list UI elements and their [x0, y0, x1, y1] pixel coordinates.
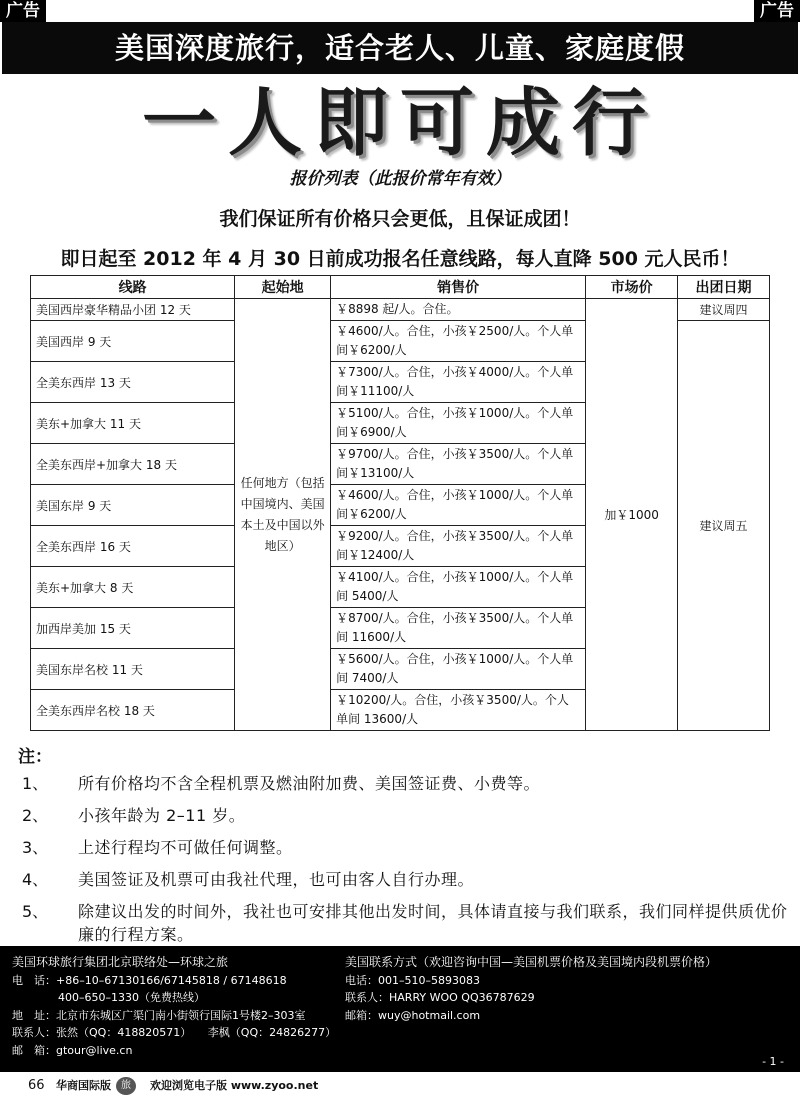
ad-label-right: 广告 [754, 0, 800, 22]
price-cell: ￥4600/人。合住，小孩￥1000/人。个人单间￥6200/人 [331, 485, 586, 526]
route-name: 全美东西岸 13 天 [31, 362, 235, 403]
note-number: 2、 [22, 806, 49, 825]
route-name: 全美东西岸名校 18 天 [31, 690, 235, 731]
route-name: 全美东西岸+加拿大 18 天 [31, 444, 235, 485]
note-item [18, 836, 788, 859]
header-price: 销售价 [331, 276, 586, 299]
route-name: 美国东岸 9 天 [31, 485, 235, 526]
price-list-subtitle: 报价列表（此报价常年有效） [289, 169, 511, 189]
route-name: 美东+加拿大 11 天 [31, 403, 235, 444]
departure-date-friday: 建议周五 [678, 321, 770, 731]
note-item [18, 804, 788, 827]
price-cell: ￥8898 起/人。合住。 [331, 299, 586, 321]
org-name: 美国环球旅行集团北京联络处—环球之旅 [12, 955, 229, 969]
us-contact [345, 954, 795, 1024]
price-cell: ￥10200/人。合住，小孩￥3500/人。个人单间 13600/人 [331, 690, 586, 731]
note-number: 5、 [22, 902, 49, 921]
promo-discount: 即日起至 2012 年 4 月 30 日前成功报名任意线路，每人直降 500 元人民币！ [60, 248, 740, 270]
contact-footer [0, 946, 800, 1072]
phone-numbers: 电 话：+86–10–67130166/67145818 / 67148618 [12, 973, 287, 987]
route-name: 加西岸美加 15 天 [31, 608, 235, 649]
price-cell: ￥9200/人。合住，小孩￥3500/人。个人单间￥12400/人 [331, 526, 586, 567]
note-number: 3、 [22, 838, 49, 857]
note-text: 除建议出发的时间外，我社也可安排其他出发时间，具体请直接与我们联系，我们同样提供质优价廉的行程方案。 [78, 902, 788, 944]
magazine-name: 华商国际版 [56, 1079, 111, 1092]
price-cell: ￥5600/人。合住，小孩￥1000/人。个人单间 7400/人 [331, 649, 586, 690]
market-price-cell: 加￥1000 [586, 299, 678, 731]
header-origin: 起始地 [235, 276, 331, 299]
us-contact-heading: 美国联系方式（欢迎咨询中国—美国机票价格及美国境内段机票价格） [345, 955, 718, 969]
office-address: 地 址：北京市东城区广渠门南小街领行国际1号楼2–303室 [12, 1008, 306, 1022]
note-item [18, 900, 788, 946]
top-banner: 美国深度旅行，适合老人、儿童、家庭度假 [2, 22, 798, 74]
header-route: 线路 [31, 276, 235, 299]
table-header-row [31, 276, 770, 299]
header-market-price: 市场价 [586, 276, 678, 299]
footer-page-number: - 1 - [762, 1055, 784, 1068]
departure-date-thursday: 建议周四 [678, 299, 770, 321]
price-guarantee: 我们保证所有价格只会更低，且保证成团！ [219, 208, 581, 230]
us-email: 邮箱：wuy@hotmail.com [345, 1008, 481, 1022]
email-address: 邮 箱：gtour@live.cn [12, 1043, 133, 1057]
ad-label-left: 广告 [0, 0, 46, 22]
price-cell: ￥8700/人。合住，小孩￥3500/人。个人单间 11600/人 [331, 608, 586, 649]
magazine-footer [0, 1072, 800, 1100]
price-cell: ￥7300/人。合住，小孩￥4000/人。个人单间￥11100/人 [331, 362, 586, 403]
price-cell: ￥4600/人。合住，小孩￥2500/人。个人单间￥6200/人 [331, 321, 586, 362]
contact-persons: 联系人：张然（QQ：418820571） 李枫（QQ：24826277） [12, 1026, 337, 1039]
free-hotline: 400–650–1330（免费热线） [58, 991, 205, 1004]
beijing-contact [12, 954, 338, 1059]
price-cell: ￥5100/人。合住，小孩￥1000/人。个人单间￥6900/人 [331, 403, 586, 444]
us-contact-person: 联系人：HARRY WOO QQ36787629 [345, 991, 535, 1004]
notes-section [18, 742, 788, 955]
page-number: 66 [28, 1078, 45, 1093]
route-name: 美国西岸 9 天 [31, 321, 235, 362]
price-cell: ￥9700/人。合住，小孩￥3500/人。个人单间￥13100/人 [331, 444, 586, 485]
price-table [30, 275, 770, 731]
note-text: 所有价格均不含全程机票及燃油附加费、美国签证费、小费等。 [78, 774, 541, 793]
route-name: 美东+加拿大 8 天 [31, 567, 235, 608]
price-cell: ￥4100/人。合住，小孩￥1000/人。个人单间 5400/人 [331, 567, 586, 608]
route-name: 美国西岸豪华精品小团 12 天 [31, 299, 235, 321]
header-departure-date: 出团日期 [678, 276, 770, 299]
route-name: 美国东岸名校 11 天 [31, 649, 235, 690]
note-item [18, 868, 788, 891]
website-link: 欢迎浏览电子版 www.zyoo.net [150, 1079, 319, 1092]
us-phone: 电话：001–510–5893083 [345, 973, 480, 987]
origin-cell: 任何地方（包括中国境内、美国本土及中国以外地区） [235, 299, 331, 731]
note-item [18, 772, 788, 795]
route-name: 全美东西岸 16 天 [31, 526, 235, 567]
headline: 一人即可成行 [142, 80, 658, 166]
magazine-logo-icon: 旅 [116, 1077, 136, 1095]
note-text: 上述行程均不可做任何调整。 [78, 838, 293, 857]
note-text: 美国签证及机票可由我社代理，也可由客人自行办理。 [78, 870, 475, 889]
notes-title: 注： [18, 747, 52, 767]
note-number: 4、 [22, 870, 49, 889]
table-row [31, 299, 770, 321]
note-text: 小孩年龄为 2–11 岁。 [78, 806, 246, 825]
note-number: 1、 [22, 774, 49, 793]
